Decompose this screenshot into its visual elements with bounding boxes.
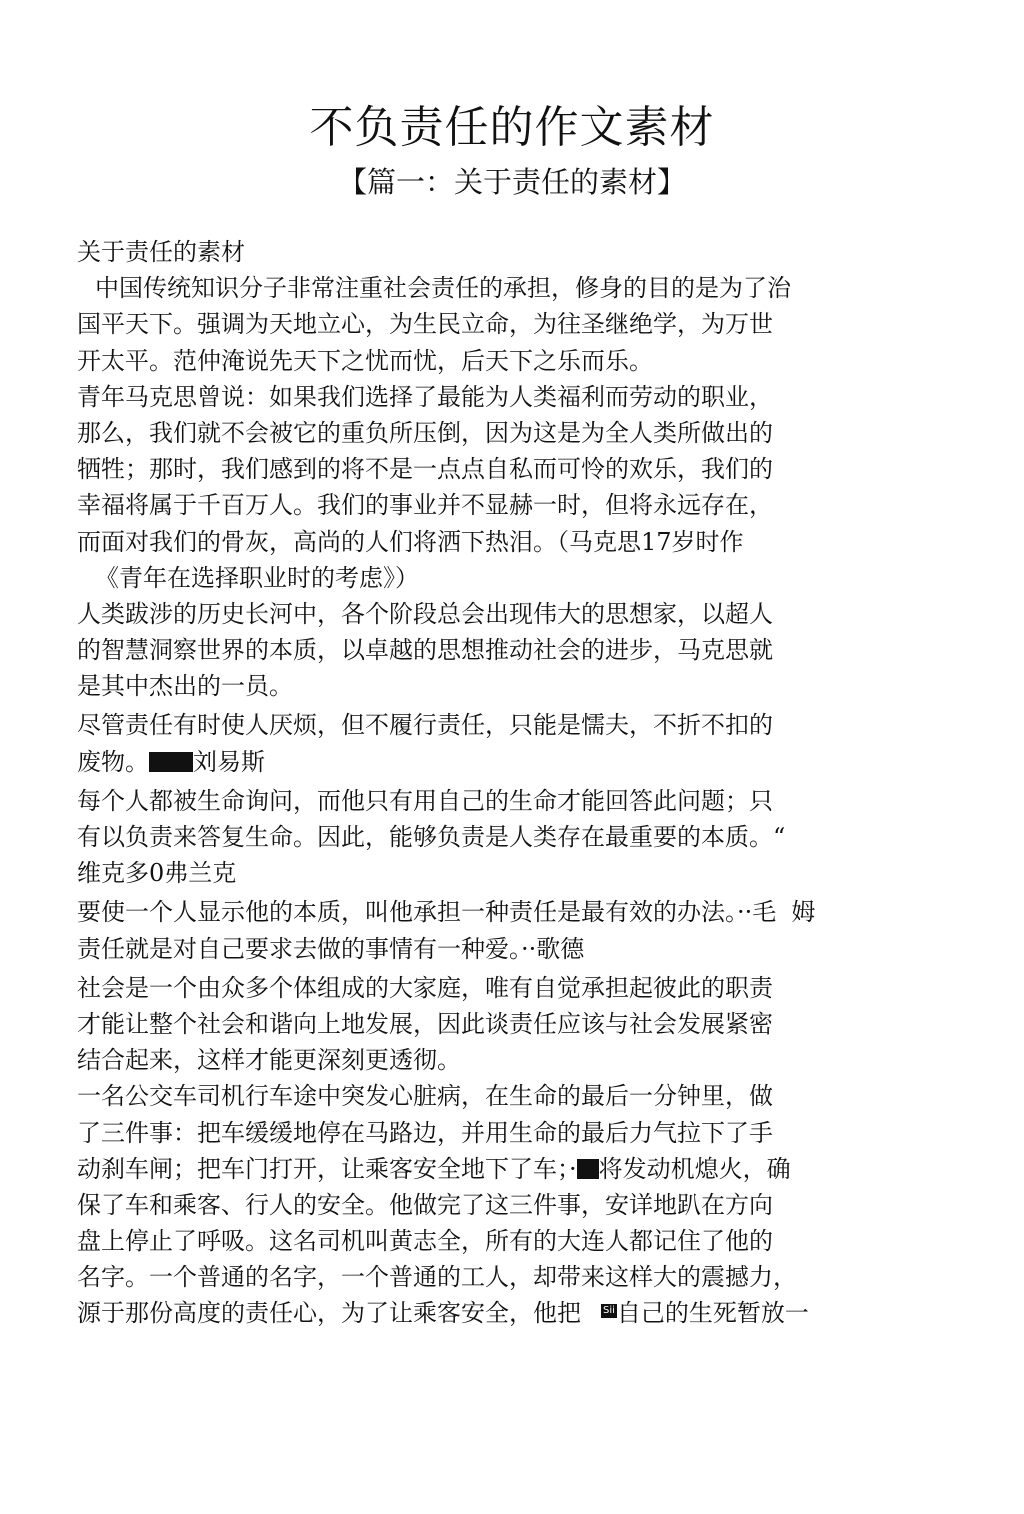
text-fragment: 将发动机熄火，确: [598, 1154, 791, 1183]
text-fragment: 源于那份高度的责任心，为了让乘客安全，他把: [77, 1299, 581, 1328]
text-line: 青年马克思曾说：如果我们选择了最能为人类福利而劳动的职业，: [77, 382, 773, 411]
text-line: 结合起来，这样才能更深刻更透彻。: [77, 1046, 461, 1075]
text-fragment: 刘易斯: [193, 747, 265, 776]
text-line: 人类跋涉的历史长河中，各个阶段总会出现伟大的思想家，以超人: [77, 599, 773, 628]
text-fragment: 废物。: [77, 747, 149, 776]
document-subtitle: 【篇一：关于责任的素材】: [337, 165, 686, 199]
text-line: 才能让整个社会和谐向上地发展，因此谈责任应该与社会发展紧密: [77, 1009, 773, 1038]
text-line: 《青年在选择职业时的考虑》）: [95, 563, 419, 592]
text-line: 保了车和乘客、行人的安全。他做完了这三件事，安详地趴在方向: [77, 1190, 773, 1219]
text-line: [77, 744, 957, 780]
section-heading: 关于责任的素材: [77, 238, 245, 266]
text-line: 幸福将属于千百万人。我们的事业并不显赫一时，但将永远存在，: [77, 491, 773, 520]
text-line: 维克多0弗兰克: [77, 859, 237, 888]
text-line: [77, 1151, 957, 1187]
text-line: 要使一个人显示他的本质，叫他承担一种责任是最有效的办法。··毛 姆: [77, 898, 816, 927]
text-line: 是其中杰出的一员。: [77, 672, 293, 701]
ocr-artifact-mark: Sii: [603, 1305, 615, 1317]
text-line: 一名公交车司机行车途中突发心脏病，在生命的最后一分钟里，做: [77, 1082, 773, 1111]
document-body: [77, 234, 957, 1332]
redaction-block: [171, 752, 193, 772]
redaction-block: [577, 1159, 599, 1179]
text-line: 那么，我们就不会被它的重负所压倒，因为这是为全人类所做出的: [77, 418, 773, 447]
text-line: 尽管责任有时使人厌烦，但不履行责任，只能是懦夫，不折不扣的: [77, 711, 773, 740]
text-line: 中国传统知识分子非常注重社会责任的承担，修身的目的是为了治: [95, 274, 791, 303]
text-line: 开太平。范仲淹说先天下之忧而忧，后天下之乐而乐。: [77, 346, 653, 375]
text-fragment: 自己的生死暂放一: [616, 1299, 809, 1328]
text-fragment: 动刹车闸；把车门打开，让乘客安全地下了车；·: [77, 1154, 577, 1183]
text-line: 而面对我们的骨灰，高尚的人们将洒下热泪。（马克思17岁时作: [77, 527, 744, 556]
text-line: [77, 1295, 957, 1331]
document-title: 不负责任的作文素材: [309, 102, 715, 153]
text-line: 国平天下。强调为天地立心，为生民立命，为往圣继绝学，为万世: [77, 310, 773, 339]
text-line: 责任就是对自己要求去做的事情有一种爱。··歌德: [77, 934, 585, 963]
text-line: 的智慧洞察世界的本质，以卓越的思想推动社会的进步，马克思就: [77, 636, 773, 665]
text-line: 每个人都被生命询问，而他只有用自己的生命才能回答此问题；只: [77, 786, 773, 815]
text-line: 了三件事：把车缓缓地停在马路边，并用生命的最后力气拉下了手: [77, 1118, 773, 1147]
text-line: 名字。一个普通的名字，一个普通的工人，却带来这样大的震撼力，: [77, 1263, 797, 1292]
text-line: 盘上停止了呼吸。这名司机叫黄志全，所有的大连人都记住了他的: [77, 1227, 773, 1256]
text-line: 有以负责来答复生命。因此，能够负责是人类存在最重要的本质。“: [77, 823, 786, 851]
redaction-block: [149, 752, 171, 772]
text-line: 牺牲；那时，我们感到的将不是一点点自私而可怜的欢乐，我们的: [77, 455, 773, 484]
text-line: 社会是一个由众多个体组成的大家庭，唯有自觉承担起彼此的职责: [77, 973, 773, 1002]
